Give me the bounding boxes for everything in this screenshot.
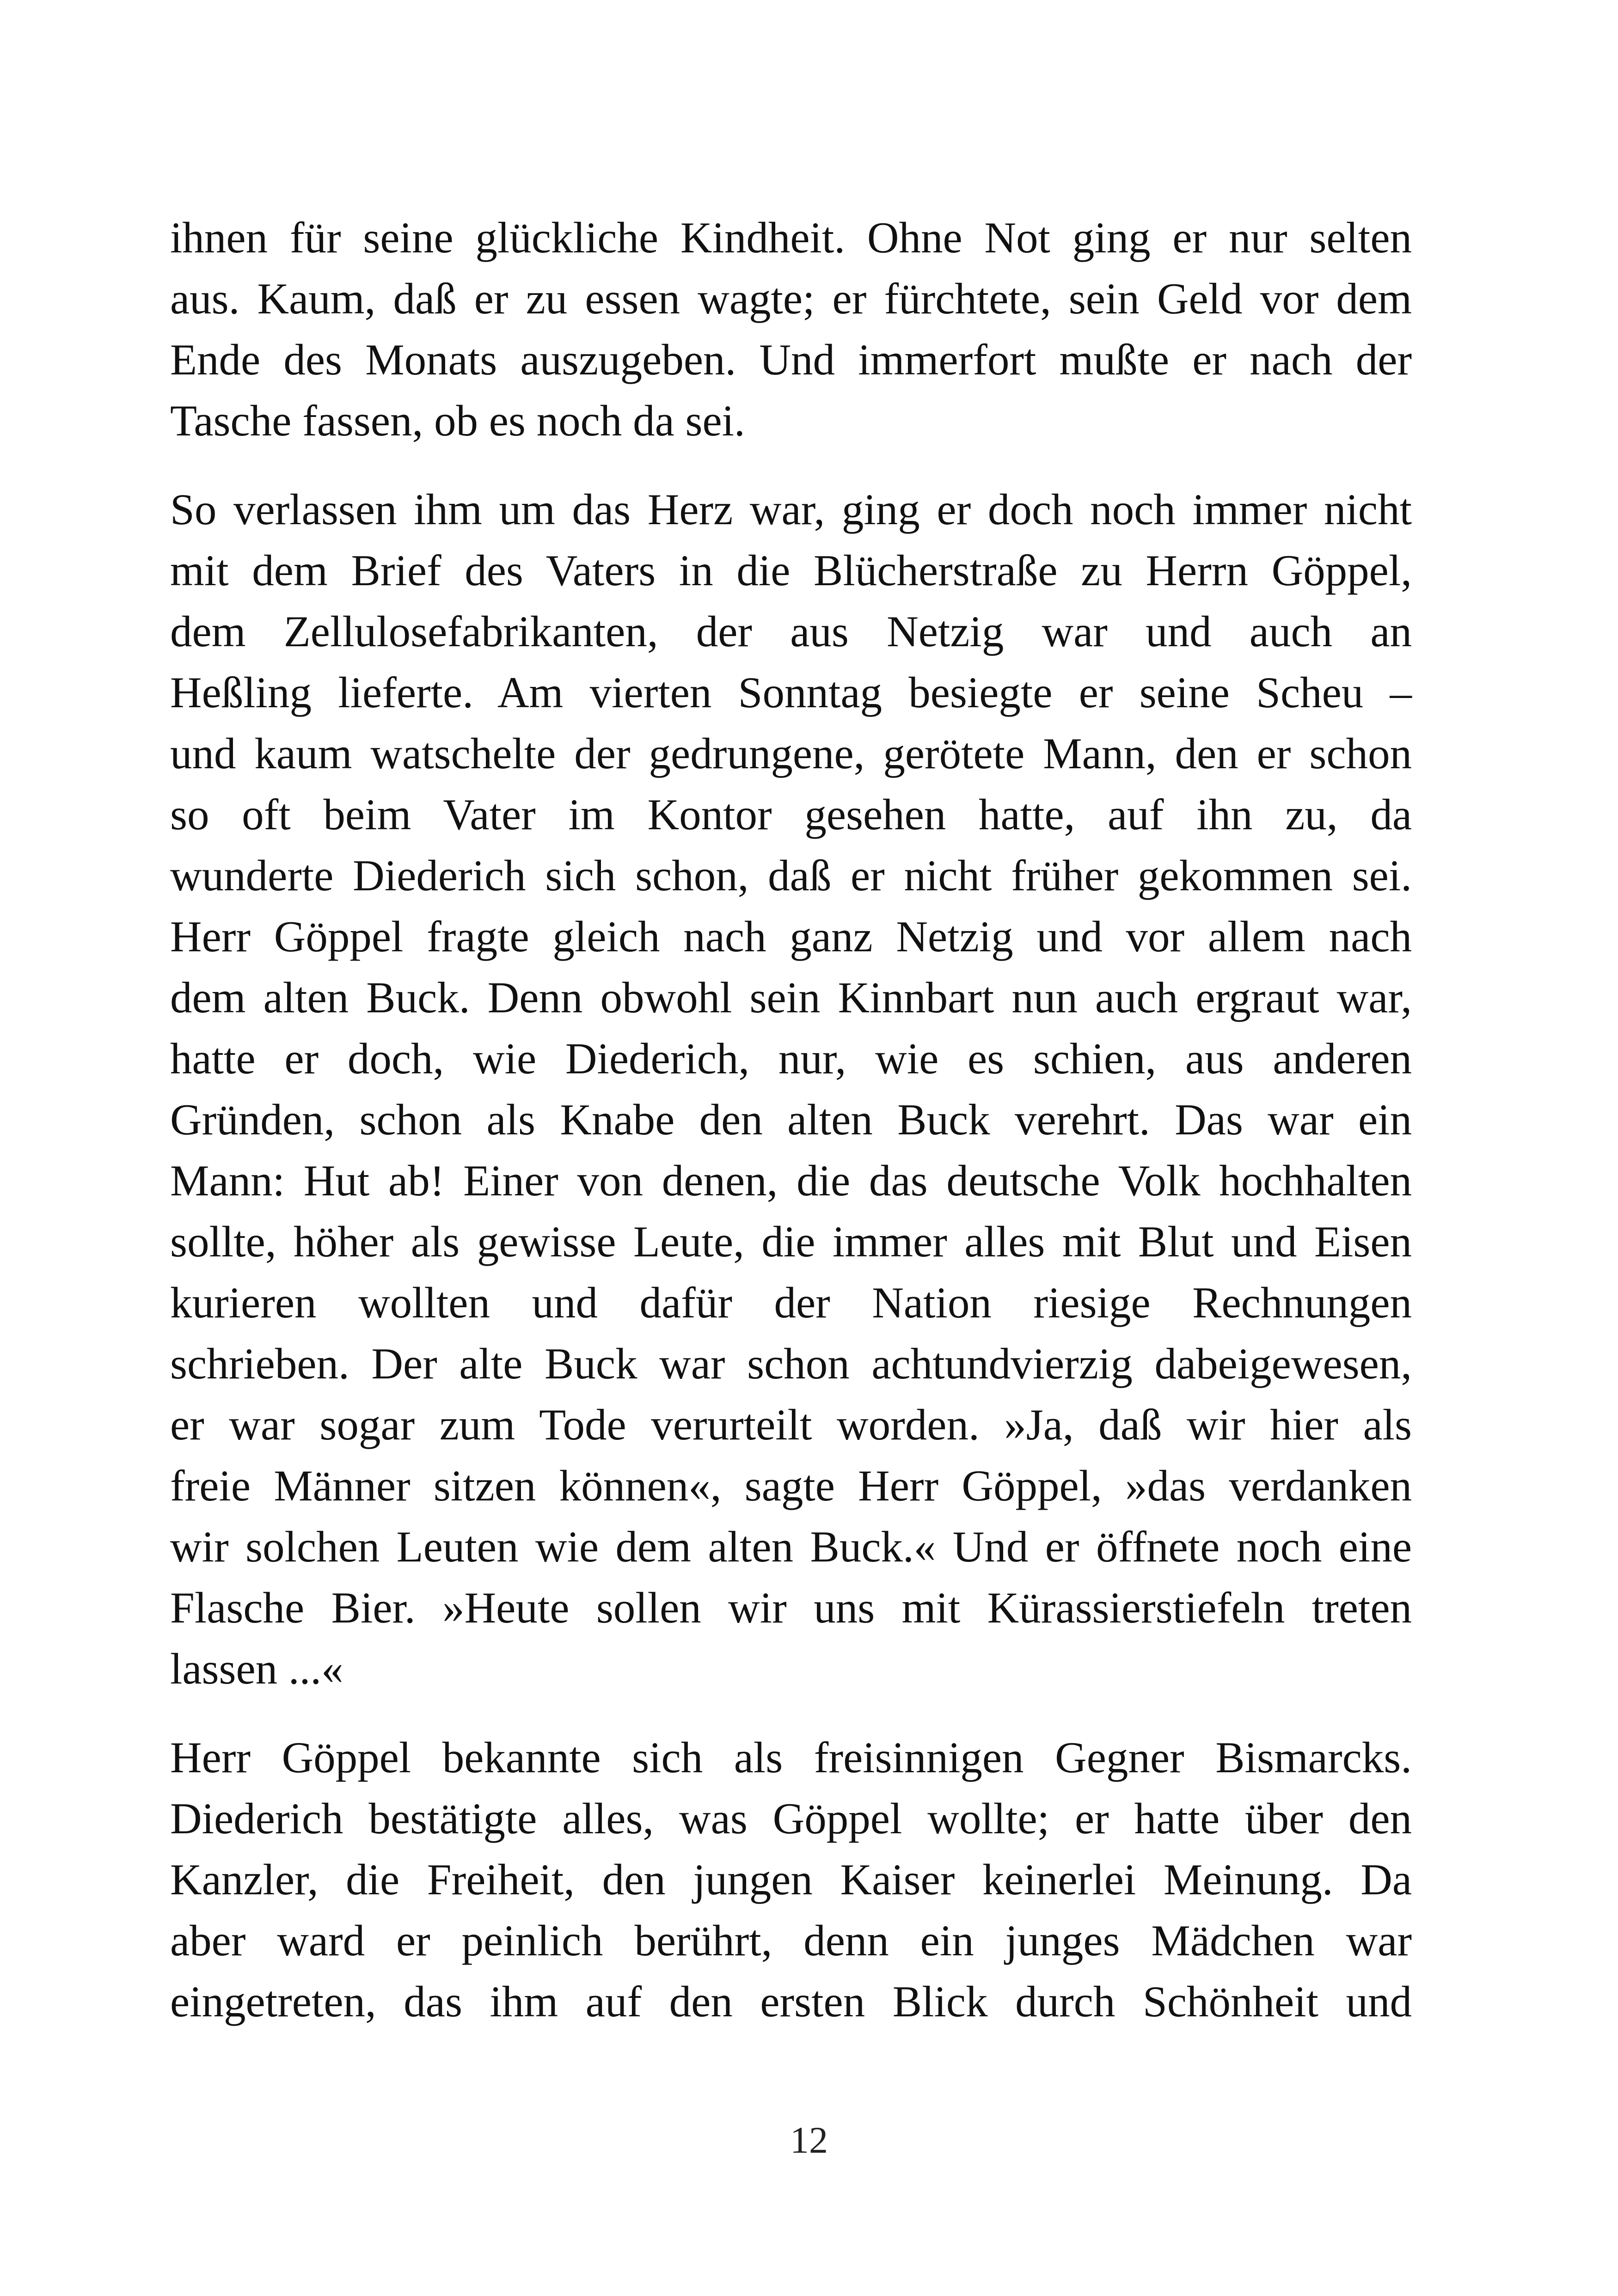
text-line: wir solchen Leuten wie dem alten Buck.« Und er öffnete noch eine — [170, 1522, 1412, 1571]
text-line: schrieben. Der alte Buck war schon achtundvierzig dabeigewesen, — [170, 1339, 1412, 1388]
text-line: Tasche fassen, ob es noch da sei. — [170, 396, 745, 445]
text-line: aus. Kaum, daß er zu essen wagte; er fürchtete, sein Geld vor dem — [170, 274, 1412, 323]
text-line: er war sogar zum Tode verurteilt worden. »Ja, daß wir hier als — [170, 1400, 1412, 1449]
text-line: dem Zellulosefabrikanten, der aus Netzig war und auch an — [170, 607, 1412, 656]
text-line: Gründen, schon als Knabe den alten Buck verehrt. Das war ein — [170, 1095, 1412, 1144]
paragraph-3 — [170, 1727, 1412, 2032]
text-line: lassen ...« — [170, 1644, 343, 1693]
text-line: Herr Göppel bekannte sich als freisinnigen Gegner Bismarcks. — [170, 1733, 1412, 1782]
text-line: hatte er doch, wie Diederich, nur, wie es schien, aus anderen — [170, 1034, 1412, 1083]
body-text — [170, 207, 1412, 2060]
text-line: eingetreten, das ihm auf den ersten Blick durch Schönheit und — [170, 1977, 1412, 2026]
paragraph-2 — [170, 479, 1412, 1699]
text-line: kurieren wollten und dafür der Nation riesige Rechnungen — [170, 1278, 1412, 1327]
text-line: wunderte Diederich sich schon, daß er nicht früher gekommen sei. — [170, 851, 1412, 900]
text-line: Kanzler, die Freiheit, den jungen Kaiser keinerlei Meinung. Da — [170, 1855, 1412, 1904]
text-line: so oft beim Vater im Kontor gesehen hatte, auf ihn zu, da — [170, 790, 1412, 839]
text-line: Herr Göppel fragte gleich nach ganz Netzig und vor allem nach — [170, 912, 1412, 961]
page-number: 12 — [790, 2119, 828, 2161]
paragraph-1 — [170, 207, 1412, 451]
text-line: und kaum watschelte der gedrungene, gerötete Mann, den er schon — [170, 729, 1412, 778]
text-line: Flasche Bier. »Heute sollen wir uns mit Kürassierstiefeln treten — [170, 1583, 1412, 1632]
text-line: ihnen für seine glückliche Kindheit. Ohne Not ging er nur selten — [170, 213, 1412, 262]
text-line: sollte, höher als gewisse Leute, die immer alles mit Blut und Eisen — [170, 1217, 1412, 1266]
text-line: dem alten Buck. Denn obwohl sein Kinnbart nun auch ergraut war, — [170, 973, 1412, 1022]
text-line: Ende des Monats auszugeben. Und immerfort mußte er nach der — [170, 335, 1412, 384]
text-line: Mann: Hut ab! Einer von denen, die das deutsche Volk hochhalten — [170, 1156, 1412, 1205]
text-line: So verlassen ihm um das Herz war, ging er doch noch immer nicht — [170, 485, 1412, 534]
text-line: Heßling lieferte. Am vierten Sonntag besiegte er seine Scheu – — [170, 668, 1412, 717]
text-line: aber ward er peinlich berührt, denn ein junges Mädchen war — [170, 1916, 1412, 1965]
text-line: freie Männer sitzen können«, sagte Herr Göppel, »das verdanken — [170, 1461, 1412, 1510]
text-line: mit dem Brief des Vaters in die Blücherstraße zu Herrn Göppel, — [170, 546, 1412, 595]
text-line: Diederich bestätigte alles, was Göppel wollte; er hatte über den — [170, 1794, 1412, 1843]
